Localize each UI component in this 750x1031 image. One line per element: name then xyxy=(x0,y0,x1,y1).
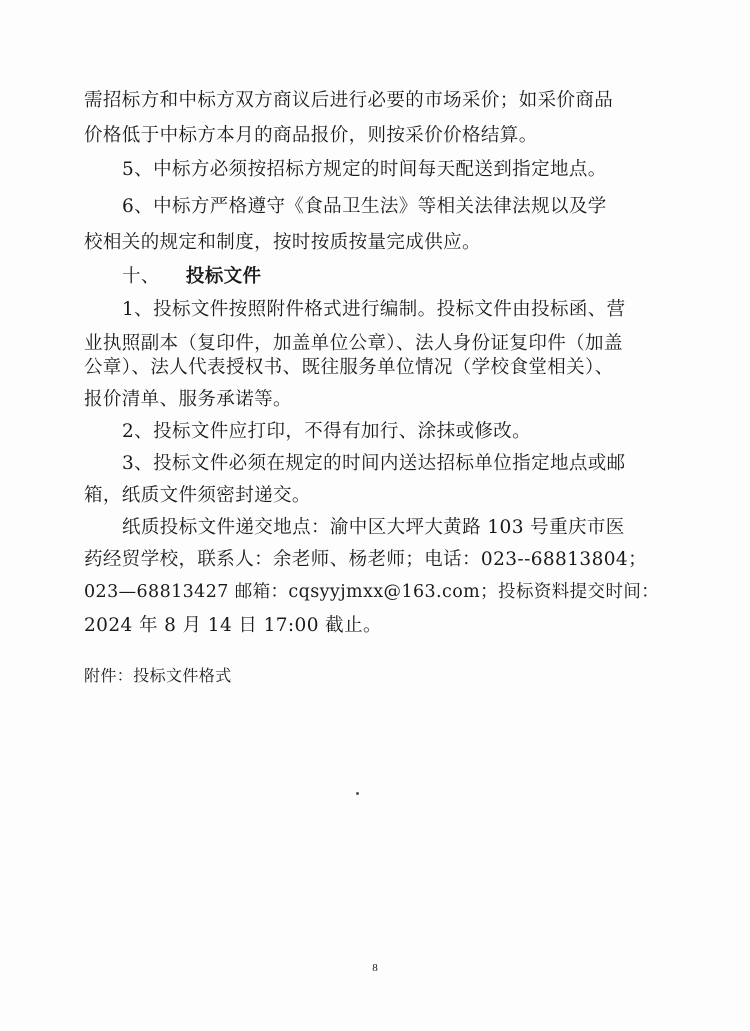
paragraph-line: 需招标方和中标方双方商议后进行必要的市场采价；如采价商品 xyxy=(84,90,614,111)
scan-speck xyxy=(356,792,359,795)
email-info: 023—68813427 邮箱：cqsyyjmxx@163.com；投标资料提交时间： xyxy=(84,582,660,602)
paragraph-line: 业执照副本（复印件，加盖单位公章）、法人身份证复印件（加盖 xyxy=(84,333,623,354)
page-number: 8 xyxy=(372,962,378,974)
section-title: 投标文件 xyxy=(185,266,262,287)
contact-info: 药经贸学校，联系人：余老师、杨老师；电话：023--68813804； xyxy=(84,549,647,570)
paragraph-line: 公章）、法人代表授权书、既往服务单位情况（学校食堂相关）、 xyxy=(84,357,614,378)
paragraph-line: 报价清单、服务承诺等。 xyxy=(84,389,292,410)
paragraph-line: 价格低于中标方本月的商品报价，则按采价价格结算。 xyxy=(84,125,538,146)
submission-address: 纸质投标文件递交地点：渝中区大坪大黄路 103 号重庆市医 xyxy=(122,517,625,538)
paragraph-line: 箱，纸质文件须密封递交。 xyxy=(84,485,311,506)
list-item-2: 2、投标文件应打印，不得有加行、涂抹或修改。 xyxy=(122,421,532,442)
deadline-info: 2024 年 8 月 14 日 17:00 截止。 xyxy=(84,615,382,636)
list-item-6: 6、中标方严格遵守《食品卫生法》等相关法律法规以及学 xyxy=(122,196,607,217)
list-item-3: 3、投标文件必须在规定的时间内送达招标单位指定地点或邮 xyxy=(122,453,626,474)
attachment-note: 附件：投标文件格式 xyxy=(84,666,232,685)
section-number: 十、 xyxy=(122,266,160,287)
list-item-5: 5、中标方必须按招标方规定的时间每天配送到指定地点。 xyxy=(122,159,607,180)
paragraph-line: 校相关的规定和制度，按时按质按量完成供应。 xyxy=(84,232,481,253)
section-heading xyxy=(122,268,261,287)
list-item-1: 1、投标文件按照附件格式进行编制。投标文件由投标函、营 xyxy=(122,299,626,320)
